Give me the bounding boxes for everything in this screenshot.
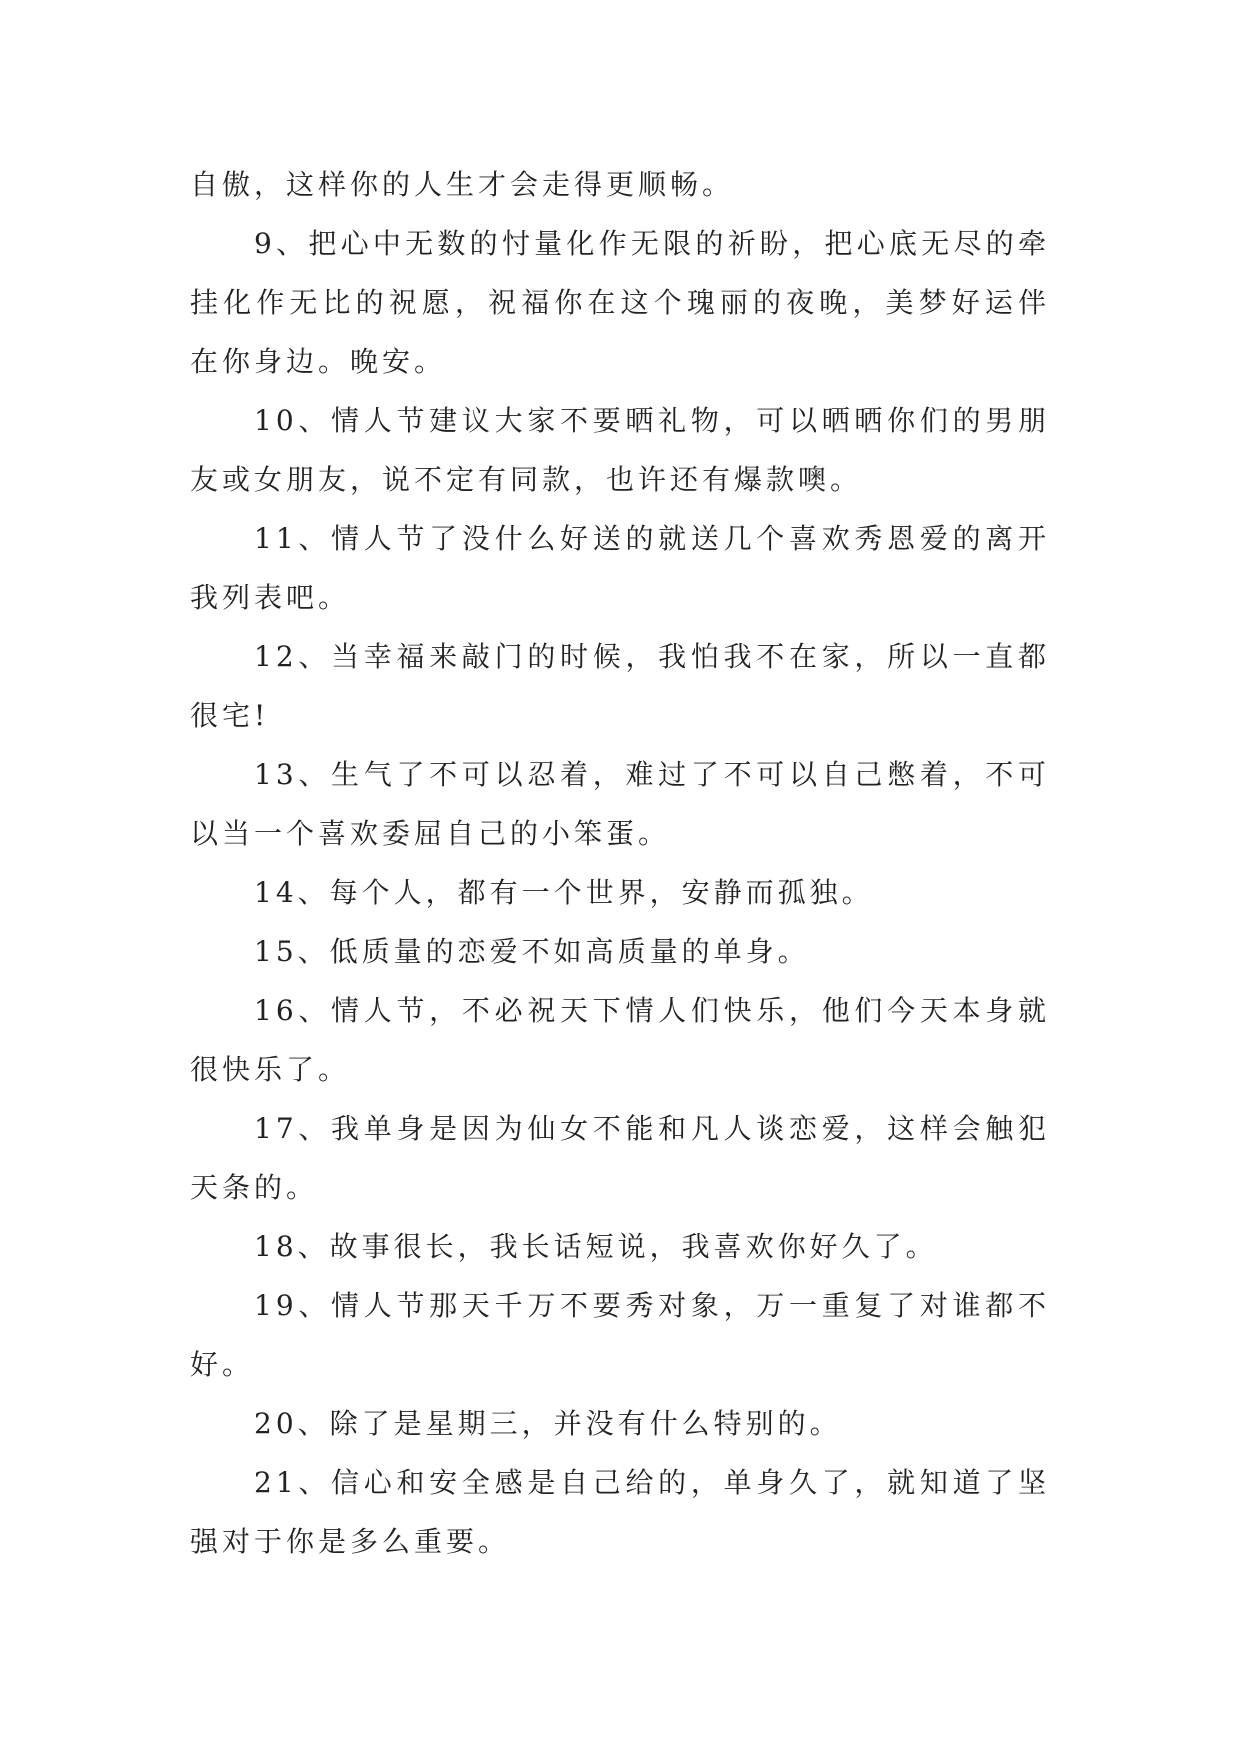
paragraph-11: 11、情人节了没什么好送的就送几个喜欢秀恩爱的离开我列表吧。 xyxy=(190,522,1050,614)
paragraph-15: 15、低质量的恋爱不如高质量的单身。 xyxy=(254,935,810,968)
paragraph-continuation: 自傲，这样你的人生才会走得更顺畅。 xyxy=(190,168,735,201)
paragraph-13: 13、生气了不可以忍着，难过了不可以自己憋着，不可以当一个喜欢委屈自己的小笨蛋。 xyxy=(190,758,1050,850)
paragraph-21: 21、信心和安全感是自己给的，单身久了，就知道了坚强对于你是多么重要。 xyxy=(190,1466,1050,1558)
document-body xyxy=(190,155,1050,1571)
paragraph-17: 17、我单身是因为仙女不能和凡人谈恋爱，这样会触犯天条的。 xyxy=(190,1112,1050,1204)
paragraph-20: 20、除了是星期三，并没有什么特别的。 xyxy=(254,1407,842,1440)
paragraph-9: 9、把心中无数的忖量化作无限的祈盼，把心底无尽的牵挂化作无比的祝愿，祝福你在这个瑰丽的夜晚，美梦好运伴在你身边。晚安。 xyxy=(190,227,1050,378)
paragraph-14: 14、每个人，都有一个世界，安静而孤独。 xyxy=(254,876,874,909)
paragraph-12: 12、当幸福来敲门的时候，我怕我不在家，所以一直都很宅! xyxy=(190,640,1050,732)
paragraph-10: 10、情人节建议大家不要晒礼物，可以晒晒你们的男朋友或女朋友，说不定有同款，也许还有爆款噢。 xyxy=(190,404,1050,496)
paragraph-19: 19、情人节那天千万不要秀对象，万一重复了对谁都不好。 xyxy=(190,1289,1050,1381)
paragraph-18: 18、故事很长，我长话短说，我喜欢你好久了。 xyxy=(254,1230,938,1263)
paragraph-16: 16、情人节，不必祝天下情人们快乐，他们今天本身就很快乐了。 xyxy=(190,994,1050,1086)
